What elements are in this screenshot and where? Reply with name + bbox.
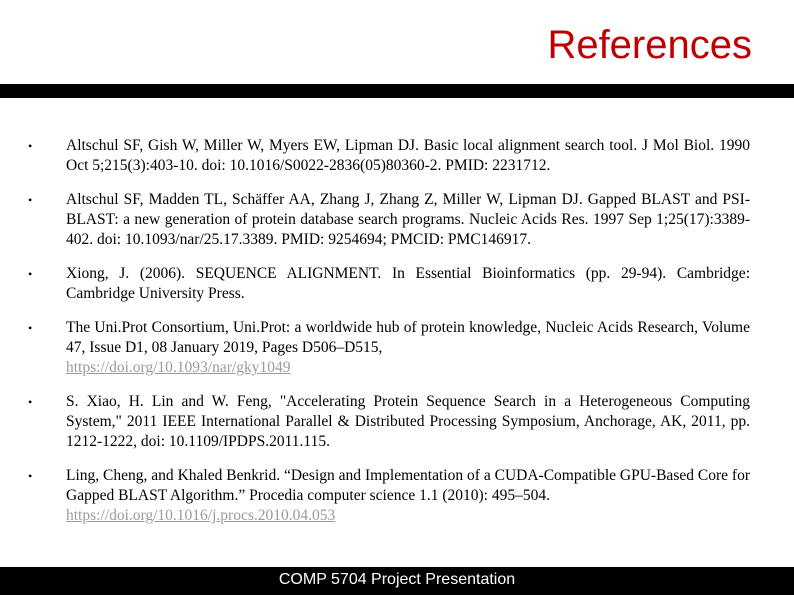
reference-item <box>28 466 750 526</box>
reference-link[interactable]: https://doi.org/10.1093/nar/gky1049 <box>66 359 291 376</box>
bullet-icon: • <box>28 267 33 281</box>
bullet-icon: • <box>28 395 33 409</box>
reference-link[interactable]: https://doi.org/10.1016/j.procs.2010.04.053 <box>66 507 336 524</box>
footer-label: COMP 5704 Project Presentation <box>278 571 516 588</box>
bullet-icon: • <box>28 469 33 483</box>
reference-text: Altschul SF, Madden TL, Schäffer AA, Zhang J, Zhang Z, Miller W, Lipman DJ. Gapped BLAST and PSI-BLAST: a new generation of protein database search programs. Nucleic Acids Res. 1997 Sep 1;25(17):3389-402. doi: 10.1093/nar/25.17.3389. PMID: 9254694; PMCID: PMC146917. <box>66 191 750 248</box>
reference-text: S. Xiao, H. Lin and W. Feng, "Accelerating Protein Sequence Search in a Heterogeneous Computing System," 2011 IEEE International Parallel & Distributed Processing Symposium, Anchorage, AK, 2011, pp. 1212-1222, doi: 10.1109/IPDPS.2011.115. <box>66 393 750 450</box>
reference-text: Xiong, J. (2006). SEQUENCE ALIGNMENT. In Essential Bioinformatics (pp. 29-94). Cambridge: Cambridge University Press. <box>66 265 750 302</box>
reference-item <box>28 136 750 176</box>
reference-item <box>28 318 750 378</box>
slide-title: References <box>547 23 752 67</box>
reference-list <box>28 136 750 540</box>
reference-item <box>28 190 750 250</box>
bullet-icon: • <box>28 139 33 153</box>
title-divider-bar <box>0 84 794 98</box>
bullet-icon: • <box>28 321 33 335</box>
reference-text: Altschul SF, Gish W, Miller W, Myers EW, Lipman DJ. Basic local alignment search tool. J Mol Biol. 1990 Oct 5;215(3):403-10. doi: 10.1016/S0022-2836(05)80360-2. PMID: 2231712. <box>66 137 750 174</box>
reference-item <box>28 264 750 304</box>
reference-text: The Uni.Prot Consortium, Uni.Prot: a worldwide hub of protein knowledge, Nucleic Acids Research, Volume 47, Issue D1, 08 January 2019, Pages D506–D515, <box>66 319 750 356</box>
bullet-icon: • <box>28 193 33 207</box>
reference-text: Ling, Cheng, and Khaled Benkrid. “Design and Implementation of a CUDA-Compatible GPU-Based Core for Gapped BLAST Algorithm.” Procedia computer science 1.1 (2010): 495–504. <box>66 467 750 504</box>
reference-item <box>28 392 750 452</box>
